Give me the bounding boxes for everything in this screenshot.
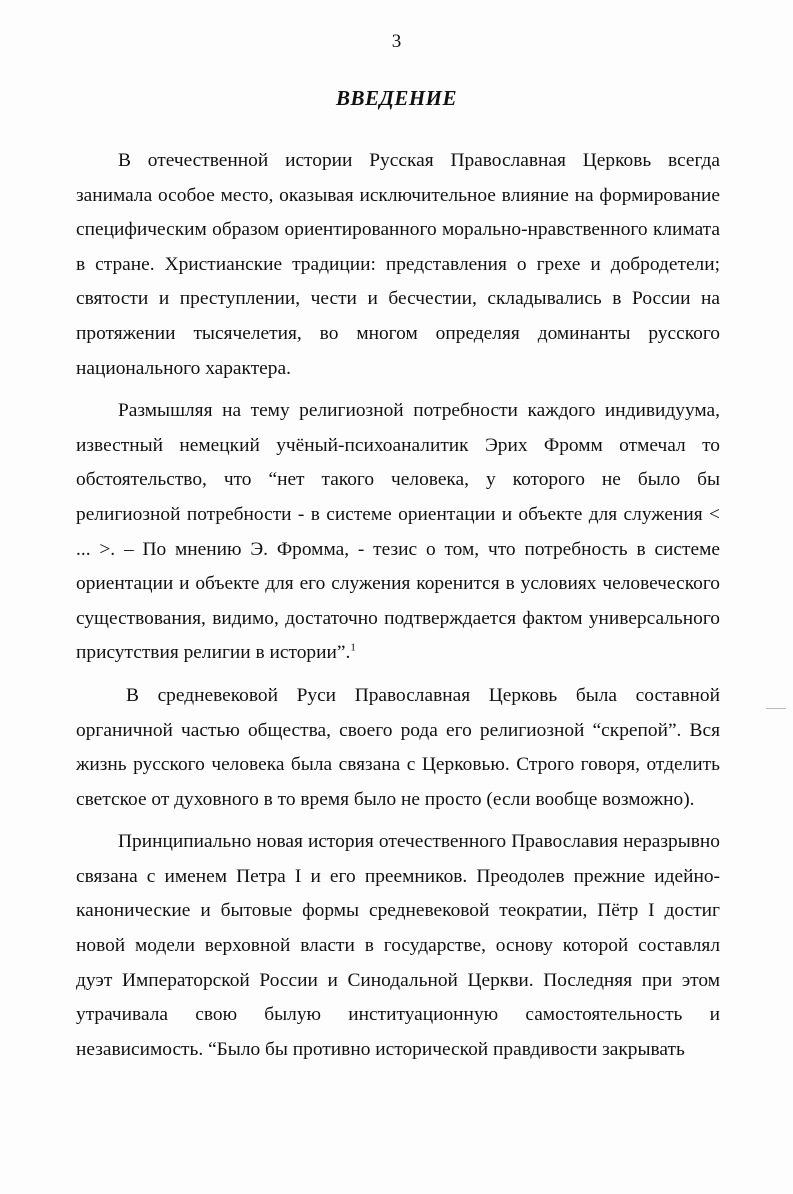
footnote-reference[interactable]: 1 <box>350 641 356 654</box>
paragraph-1: В отечественной истории Русская Православная Церковь всегда занимала особое место, оказывая исключительное влияние на формирование специфическим образом ориентированного морально-нравственного климата в стране. Христианские традиции: представления о грехе и добродетели; святости и преступлении, чести и бесчестии, складывались в России на протяжении тысячелетия, во многом определяя доминанты русского национального характера. <box>76 150 720 379</box>
section-title: ВВЕДЕНИЕ <box>335 86 458 110</box>
paragraph-2-text: Размышляя на тему религиозной потребности каждого индивидуума, известный немецкий учёный-психоаналитик Эрих Фромм отмечал то обстоятельство, что “нет такого человека, у которого не было бы религиозной потребности - в системе ориентации и объекте для служения < ... >. – По мнению Э. Фромма, - тезис о том, что потребность в системе ориентации и объекте для его служения коренится в условиях человеческого существования, видимо, достаточно подтверждается фактом универсального присутствия религии в истории”. <box>76 400 720 664</box>
paragraph-3: В средневековой Руси Православная Церковь была составной органичной частью общества, своего рода его религиозной “скрепой”. Вся жизнь русского человека была связана с Церковью. Строго говоря, отделить светское от духовного в то время было не просто (если вообще возможно). <box>76 684 720 810</box>
scan-margin-mark <box>766 708 786 709</box>
body-text <box>76 144 720 1067</box>
paragraph-2 <box>76 394 720 671</box>
paragraph-4: Принципиально новая история отечественного Православия неразрывно связана с именем Петра I и его преемников. Преодолев прежние идейно-канонические и бытовые формы средневековой теократии, Пётр I достиг новой модели верховной власти в государстве, основу которой составлял дуэт Императорской России и Синодальной Церкви. Последняя при этом утрачивала свою былую институационную самостоятельность и независимость. “Было бы противно исторической правдивости закрывать <box>76 831 720 1060</box>
page-number: 3 <box>391 31 402 52</box>
